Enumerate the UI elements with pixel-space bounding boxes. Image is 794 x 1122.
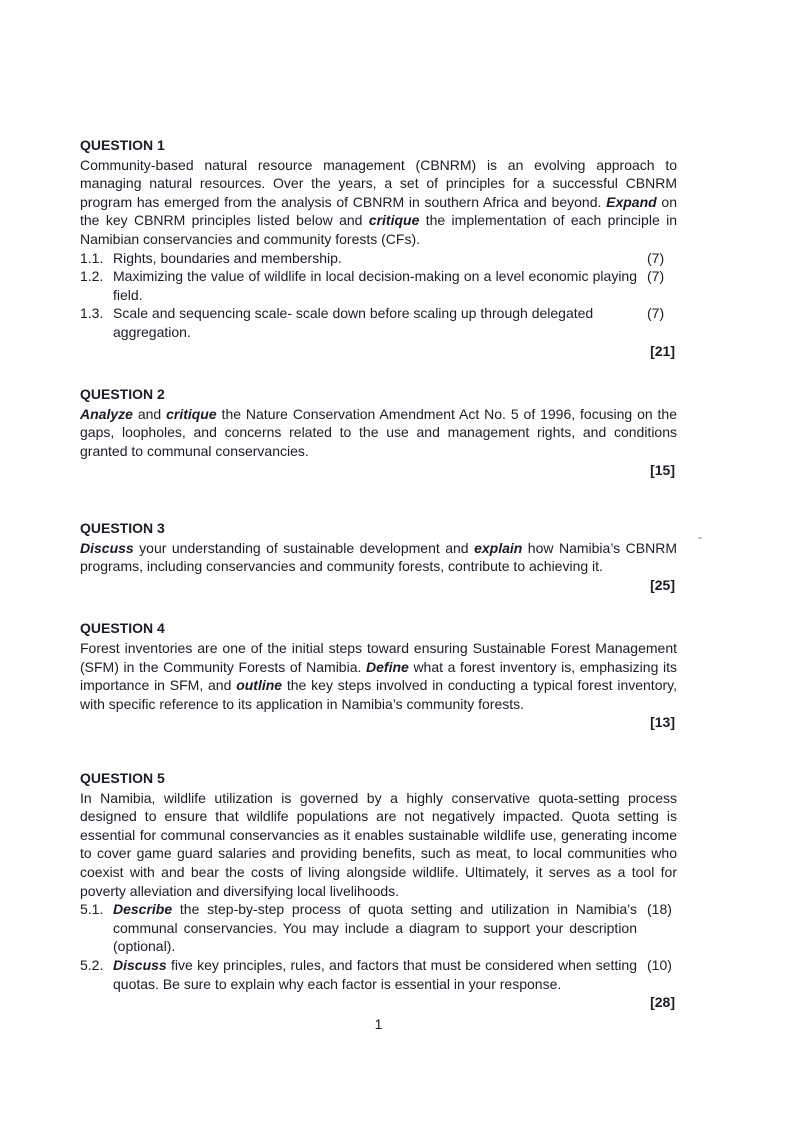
question-1-total-marks: [21] bbox=[650, 342, 675, 359]
question-1-body: Community-based natural resource management (CBNRM) is an evolving approach to managing natural resources. Over the years, a set of principles for a successful CBNRM program has emerged from the analysis of CBNRM in southern Africa and beyond. Expand on the key CBNRM principles listed below and critique the implementation of each principle in Namibian conservancies and community forests (CFs). bbox=[80, 156, 677, 247]
scan-speck bbox=[698, 537, 702, 539]
question-1 bbox=[80, 136, 677, 360]
question-5-total-marks: [28] bbox=[650, 994, 675, 1011]
question-4-body: Forest inventories are one of the initial steps toward ensuring Sustainable Forest Management (SFM) in the Community Forests of Namibia. Define what a forest inventory is, emphasizing its importance in SFM, and outline the key steps involved in conducting a typical forest inventory, with specific reference to its application in Namibia’s community forests. bbox=[80, 640, 677, 712]
question-2-body: Analyze and critique the Nature Conservation Amendment Act No. 5 of 1996, focusing on the gaps, loopholes, and concerns related to the use and management rights, and conditions granted to communal conservancies. bbox=[80, 405, 677, 459]
subquestion-row bbox=[80, 956, 677, 993]
subquestion-row bbox=[80, 304, 677, 341]
subquestion-row bbox=[80, 900, 677, 956]
question-4-heading: QUESTION 4 bbox=[80, 620, 165, 637]
subquestion-row bbox=[80, 267, 677, 304]
subquestion-row bbox=[80, 249, 677, 268]
question-1-heading: QUESTION 1 bbox=[80, 137, 165, 153]
question-5-heading: QUESTION 5 bbox=[80, 770, 165, 787]
question-5-body: In Namibia, wildlife utilization is governed by a highly conservative quota-setting process designed to ensure that wildlife populations are not negatively impacted. Quota setting is essential for communal conservancies as it enables sustainable wildlife use, generating income to cover game guard salaries and providing benefits, such as meat, to local communities who coexist with and bear the costs of living alongside wildlife. Ultimately, it serves as a tool for poverty alleviation and diversifying local livelihoods. bbox=[80, 789, 677, 899]
subquestion-number: 5.1. bbox=[80, 901, 104, 918]
question-2-total-marks: [15] bbox=[650, 461, 675, 478]
question-4-total-marks: [13] bbox=[650, 714, 675, 731]
question-3-heading: QUESTION 3 bbox=[80, 520, 165, 537]
question-1-subquestions bbox=[80, 249, 677, 342]
question-2-heading: QUESTION 2 bbox=[80, 386, 165, 403]
question-5 bbox=[80, 769, 677, 1012]
subquestion-marks: (7) bbox=[647, 249, 665, 266]
subquestion-marks: (10) bbox=[647, 956, 672, 973]
subquestion-text: Scale and sequencing scale- scale down before scaling up through delegated aggregation. bbox=[113, 305, 594, 340]
page-content bbox=[80, 136, 677, 1033]
question-5-subquestions bbox=[80, 900, 677, 993]
subquestion-text: Maximizing the value of wildlife in local decision-making on a level economic playing field. bbox=[113, 268, 637, 303]
subquestion-text: Rights, boundaries and membership. bbox=[113, 249, 342, 266]
question-3-total-marks: [25] bbox=[650, 576, 675, 593]
subquestion-marks: (7) bbox=[647, 268, 665, 285]
page-number: 1 bbox=[374, 1015, 383, 1032]
question-3 bbox=[80, 519, 677, 594]
subquestion-number: 1.3. bbox=[80, 305, 104, 322]
subquestion-number: 1.1. bbox=[80, 249, 104, 266]
subquestion-text: Discuss five key principles, rules, and factors that must be considered when setting quotas. Be sure to explain why each factor is essential in your response. bbox=[113, 956, 637, 992]
subquestion-number: 5.2. bbox=[80, 956, 104, 973]
question-2 bbox=[80, 385, 677, 479]
subquestion-marks: (7) bbox=[647, 305, 665, 322]
question-3-body: Discuss your understanding of sustainable development and explain how Namibia’s CBNRM programs, including conservancies and community forests, contribute to achieving it. bbox=[80, 539, 677, 575]
subquestion-text: Describe the step-by-step process of quota setting and utilization in Namibia’s communal conservancies. You may include a diagram to support your description (optional). bbox=[113, 901, 637, 955]
subquestion-number: 1.2. bbox=[80, 268, 104, 285]
subquestion-marks: (18) bbox=[647, 901, 672, 918]
question-4 bbox=[80, 619, 677, 732]
